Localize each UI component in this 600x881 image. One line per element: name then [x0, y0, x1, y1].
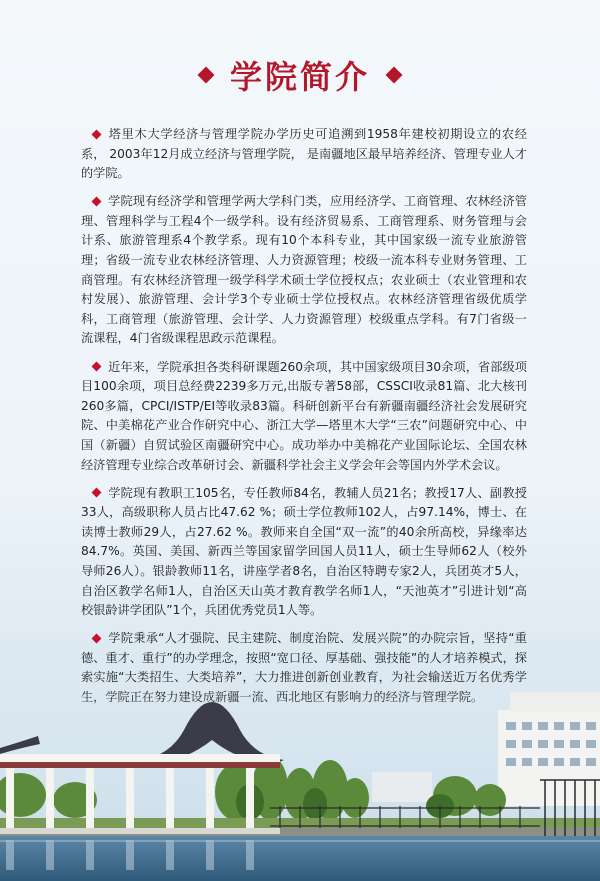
intro-content: [81, 125, 527, 716]
page-title: 学院简介: [229, 58, 370, 96]
title-row: [0, 52, 600, 98]
diamond-left-icon: [197, 67, 214, 84]
diamond-bullet-icon: [92, 488, 102, 498]
paragraph-disciplines: 学院现有经济学和管理学两大学科门类，应用经济学、工商管理、农林经济管理、管理科学与工程4个一级学科。设有经济贸易系、工商管理系、财务管理与会计系、旅游管理系4个教学系。现有10个本科专业，其中国家级一流专业旅游管理；省级一流专业农林经济管理、人力资源管理；校级一流本科专业财务管理、工商管理。有农林经济管理一级学科学术硕士学位授权点；农业硕士（农业管理和农村发展）、旅游管理、会计学3个专业硕士学位授权点。农林经济管理省级优质学科，工商管理（旅游管理、会计学、人力资源管理）校级重点学科。有7门省级一流课程，4门省级课程思政示范课程。: [81, 194, 527, 346]
diamond-bullet-icon: [92, 129, 102, 139]
diamond-bullet-icon: [92, 362, 102, 372]
diamond-right-icon: [386, 67, 403, 84]
diamond-bullet-icon: [92, 196, 102, 206]
diamond-bullet-icon: [92, 633, 102, 643]
paragraph-research: 近年来，学院承担各类科研课题260余项，其中国家级项目30余项，省部级项目100余项，项目总经费2239多万元,出版专著58部，CSSCI收录81篇、北大核刊260多篇，CPCI/ISTP/EI等收录83篇。科研创新平台有新疆南疆经济社会发展研究院、中美棉花产业合作研究中心、浙江大学—塔里木大学“三农”问题研究中心、中国（新疆）自贸试验区南疆研究中心。成功举办中美棉花产业国际论坛、全国农林经济管理专业综合改革研讨会、新疆科学社会主义学会年会等国内外学术会议。: [81, 359, 527, 472]
paragraph-faculty: 学院现有教职工105名，专任教师84名，教辅人员21名；教授17人、副教授33人，高级职称人员占比47.62 %；硕士学位教师102人，占97.14%，博士、在读博士教师29人，占27.62 %。教师来自全国“双一流”的40余所高校，异缘率达84.7%。英国、美国、新西兰等国家留学回国人员11人，硕士生导师62人（校外导师26人）。银龄教师11名，讲座学者8名，自治区特聘专家2人，兵团英才5人，自治区教学名师1人，自治区天山英才教育教学名师1人，“天池英才”引进计划“高校银龄讲学团队”1个，兵团优秀党员1人等。: [81, 485, 527, 618]
campus-photo: [0, 690, 600, 881]
paragraph-history: 塔里木大学经济与管理学院办学历史可追溯到1958年建校初期设立的农经系， 2003年12月成立经济与管理学院， 是南疆地区最早培养经济、管理专业人才的学院。: [81, 127, 527, 181]
distant-building: [372, 772, 432, 802]
paragraph-philosophy: 学院秉承“人才强院、民主建院、制度治院、发展兴院”的办院宗旨，坚持“重德、重才、重行”的办学理念，按照“宽口径、厚基础、强技能”的人才培养模式，探索实施“大类招生、大类培养”，大力推进创新创业教育，为社会输送近万名优秀学: [81, 631, 527, 685]
